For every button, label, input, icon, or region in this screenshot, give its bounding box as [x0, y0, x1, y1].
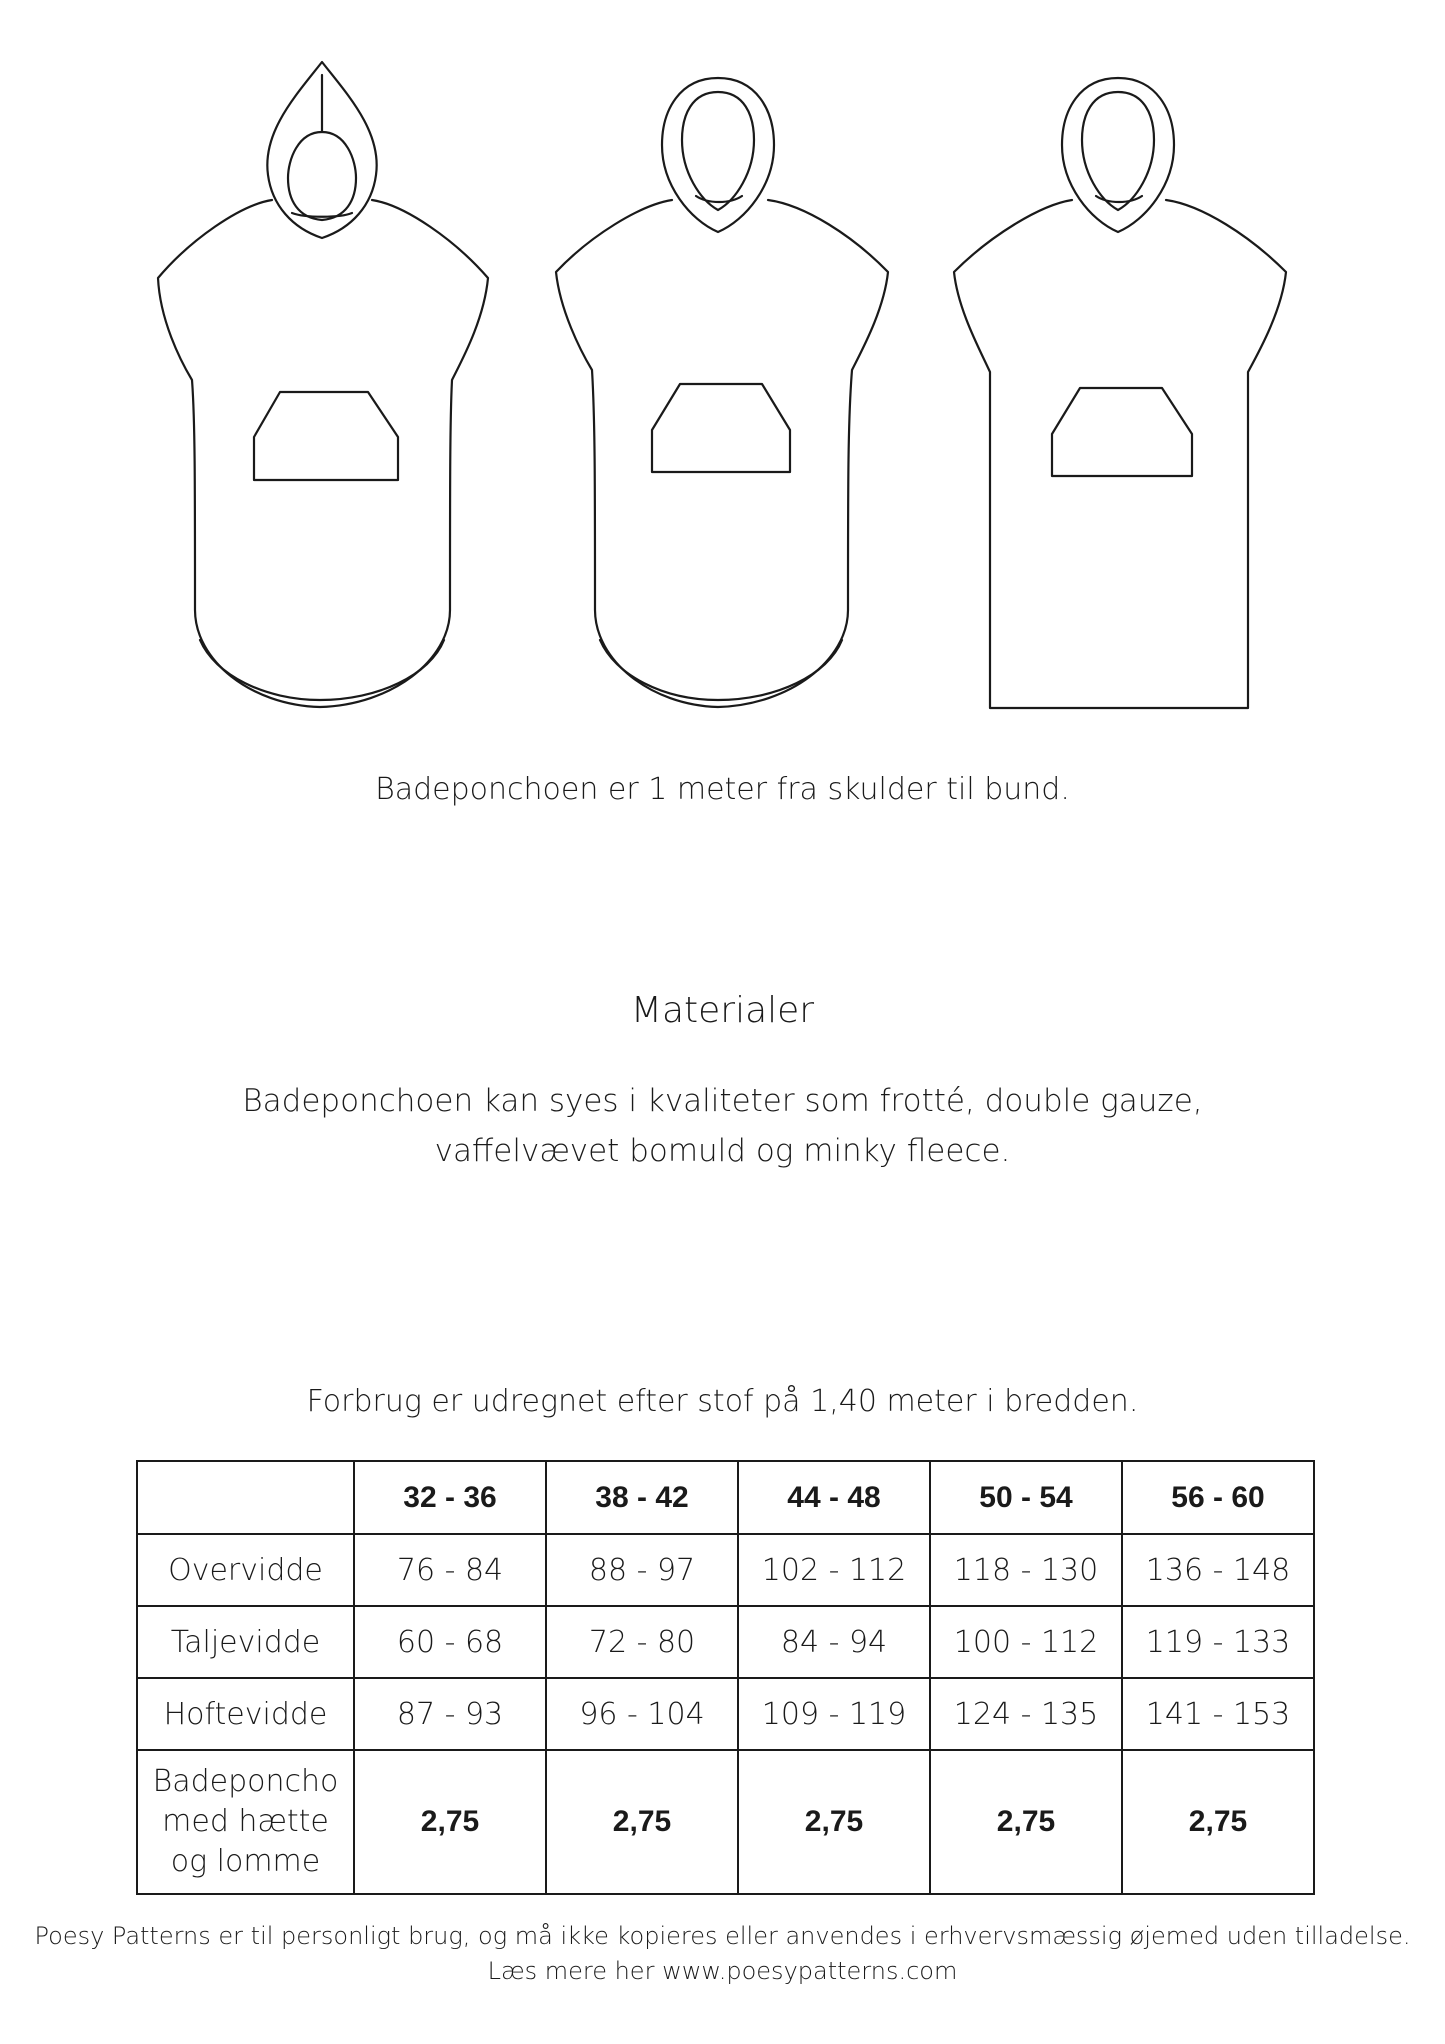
copyright-notice: Poesy Patterns er til personligt brug, og må ikke kopieres eller anvendes i erhvervsmæssig øjemed uden tilladelse. [34, 1922, 1411, 1950]
table-row [137, 1678, 1314, 1750]
table-cell: 2,75 [546, 1750, 738, 1894]
table-cell: 100 - 112 [930, 1606, 1122, 1678]
table-cell: 60 - 68 [354, 1606, 546, 1678]
table-cell: 96 - 104 [546, 1678, 738, 1750]
header-size-32-36: 32 - 36 [354, 1461, 546, 1534]
table-cell: 119 - 133 [1122, 1606, 1314, 1678]
header-size-50-54: 50 - 54 [930, 1461, 1122, 1534]
row-label-line: Badeponcho [152, 1764, 339, 1799]
table-row [137, 1606, 1314, 1678]
header-size-56-60: 56 - 60 [1122, 1461, 1314, 1534]
row-label-overvidde: Overvidde [137, 1534, 354, 1606]
table-cell: 2,75 [738, 1750, 930, 1894]
table-cell: 87 - 93 [354, 1678, 546, 1750]
poncho-pointed-hood-rounded-hem [158, 62, 488, 707]
materials-line-2: vaffelvævet bomuld og minky fleece. [434, 1133, 1011, 1169]
poncho-rounded-hood-rounded-hem [556, 78, 888, 707]
table-cell: 136 - 148 [1122, 1534, 1314, 1606]
poncho-illustrations [0, 0, 1445, 740]
table-row [137, 1534, 1314, 1606]
row-label-line: og lomme [170, 1844, 321, 1879]
table-cell: 109 - 119 [738, 1678, 930, 1750]
materials-description [0, 1076, 1445, 1176]
table-cell: 2,75 [930, 1750, 1122, 1894]
table-cell: 141 - 153 [1122, 1678, 1314, 1750]
row-label-badeponcho [137, 1750, 354, 1894]
row-label-taljevidde: Taljevidde [137, 1606, 354, 1678]
table-cell: 118 - 130 [930, 1534, 1122, 1606]
table-cell: 2,75 [354, 1750, 546, 1894]
length-caption: Badeponchoen er 1 meter fra skulder til bund. [375, 772, 1070, 807]
table-cell: 84 - 94 [738, 1606, 930, 1678]
table-cell: 102 - 112 [738, 1534, 930, 1606]
table-cell: 2,75 [1122, 1750, 1314, 1894]
materials-heading: Materialer [630, 990, 815, 1031]
table-cell: 124 - 135 [930, 1678, 1122, 1750]
table-cell: 88 - 97 [546, 1534, 738, 1606]
table-row [137, 1750, 1314, 1894]
materials-line-1: Badeponchoen kan syes i kvaliteter som frotté, double gauze, [242, 1083, 1203, 1119]
size-table [136, 1460, 1315, 1895]
row-label-hoftevidde: Hoftevidde [137, 1678, 354, 1750]
header-size-44-48: 44 - 48 [738, 1461, 930, 1534]
website-link[interactable]: Læs mere her www.poesypatterns.com [487, 1957, 958, 1985]
row-label-line: med hætte [162, 1804, 329, 1839]
consumption-note: Forbrug er udregnet efter stof på 1,40 meter i bredden. [306, 1384, 1139, 1419]
table-cell: 76 - 84 [354, 1534, 546, 1606]
header-size-38-42: 38 - 42 [546, 1461, 738, 1534]
poncho-rounded-hood-straight-hem [954, 78, 1286, 708]
header-cell-empty [137, 1461, 354, 1534]
table-header-row [137, 1461, 1314, 1534]
table-cell: 72 - 80 [546, 1606, 738, 1678]
